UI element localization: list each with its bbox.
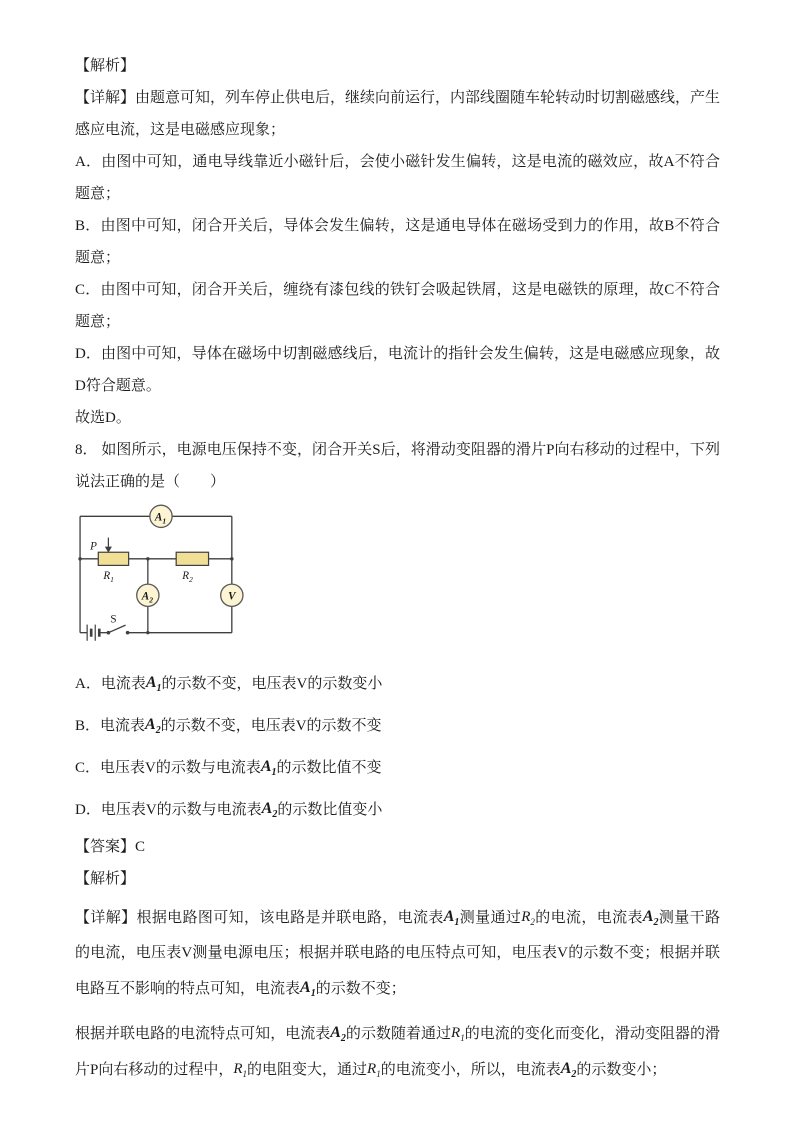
q7-option-b-analysis xyxy=(75,210,720,274)
text-run: B．由图中可知，闭合开关后，导体会发生偏转，这是通电导体在磁场受到力的作用，故B不符合题意； xyxy=(75,218,720,266)
text-run: 【详解】根据电路图可知，该电路是并联电路，电流表 xyxy=(75,910,444,926)
text-run: A．电流表 xyxy=(75,676,146,692)
formula-a2: $A_2$ xyxy=(330,1024,346,1045)
text-run: 的电流，电流表 xyxy=(534,910,643,926)
text-run: 8． 如图所示，电源电压保持不变，闭合开关S后，将滑动变阻器的滑片P向右移动的过程中，下列说法正确的是（ ） xyxy=(75,442,720,490)
resistor-r1-label: $R_1$ xyxy=(103,570,114,585)
switch-label: S xyxy=(110,613,117,626)
text-run: 的示数不变，电压表V的示数不变 xyxy=(160,718,382,734)
q8-option-d xyxy=(75,789,720,831)
q8-option-a xyxy=(75,663,720,705)
q8-option-c xyxy=(75,747,720,789)
resistor-r2 xyxy=(176,552,208,584)
formula-a2: $A_2$ xyxy=(145,716,161,737)
ammeter-a2-label: $A_2$ xyxy=(141,590,153,605)
voltmeter xyxy=(221,584,243,606)
formula-r1: $R_1$ xyxy=(367,1061,381,1079)
switch-icon xyxy=(107,614,130,635)
ammeter-a1-label: $A_1$ xyxy=(154,511,167,526)
text-run: C．由图中可知，闭合开关后，缠绕有漆包线的铁钉会吸起铁屑，这是电磁铁的原理，故C不符合题意； xyxy=(75,282,720,330)
formula-a1: $A_1$ xyxy=(300,979,316,1000)
resistor-r1-body xyxy=(98,552,128,565)
text-run: 的示数比值变小 xyxy=(277,802,383,818)
text-run: 【解析】 xyxy=(75,871,136,887)
battery-icon xyxy=(87,625,99,641)
text-run: 【答案】C xyxy=(75,839,146,855)
q7-detail-intro xyxy=(75,82,720,146)
q8-answer xyxy=(75,831,720,863)
slider-label: P xyxy=(90,540,97,553)
text-run: C．电压表V的示数与电流表 xyxy=(75,760,261,776)
q8-stem xyxy=(75,434,720,498)
rheostat-r1 xyxy=(89,538,128,585)
text-run: 【解析】 xyxy=(75,58,136,74)
formula-a2: $A_2$ xyxy=(560,1060,577,1081)
text-run: 的示数比值不变 xyxy=(276,760,382,776)
q7-analysis-header xyxy=(75,50,720,82)
formula-a1: $A_1$ xyxy=(443,908,460,929)
text-run: 的电流变小，所以，电流表 xyxy=(380,1062,561,1078)
formula-r2: $R_2$ xyxy=(521,909,535,927)
ammeter-a2 xyxy=(137,584,159,606)
formula-a2: $A_2$ xyxy=(642,908,659,929)
formula-a2: $A_2$ xyxy=(261,800,278,821)
text-run: 测量通过 xyxy=(459,910,522,926)
q8-detail-part1 xyxy=(75,900,720,1007)
q8-option-b xyxy=(75,705,720,747)
text-run: 的示数不变，电压表V的示数变小 xyxy=(161,676,383,692)
q8-circuit-figure xyxy=(75,501,720,653)
formula-a1: $A_1$ xyxy=(260,758,277,779)
document-body xyxy=(75,50,720,1088)
circuit-diagram xyxy=(75,501,247,648)
q7-option-c-analysis xyxy=(75,274,720,338)
text-run: 的示数随着通过 xyxy=(345,1026,452,1042)
q7-option-a-analysis xyxy=(75,146,720,210)
text-run: 的电阻变大，通过 xyxy=(247,1062,368,1078)
text-run: 根据并联电路的电流特点可知，电流表 xyxy=(75,1026,331,1042)
text-run: 的电流的变化而变化，滑动变阻器的滑片P向右移动的过程中， xyxy=(75,1026,720,1078)
resistor-r2-label: $R_2$ xyxy=(182,570,193,585)
q7-option-d-analysis xyxy=(75,338,720,402)
text-run: 的示数变小； xyxy=(576,1062,667,1078)
text-run: A．由图中可知，通电导线靠近小磁针后，会使小磁针发生偏转，这是电流的磁效应，故A不符合题意； xyxy=(75,154,720,202)
ammeter-a1 xyxy=(150,505,172,527)
q7-conclusion xyxy=(75,402,720,434)
text-run: 故选D。 xyxy=(75,410,131,426)
formula-a1: $A_1$ xyxy=(145,674,162,695)
text-run: 的示数不变； xyxy=(315,981,406,997)
voltmeter-label: V xyxy=(228,590,236,603)
text-run: D．由图中可知，导体在磁场中切割磁感线后，电流计的指针会发生偏转，这是电磁感应现象，故D符合题意。 xyxy=(75,346,720,394)
q8-detail-part2 xyxy=(75,1016,720,1088)
text-run: D．电压表V的示数与电流表 xyxy=(75,802,262,818)
resistor-r2-body xyxy=(176,552,208,565)
text-run: 测量干路的电流，电压表V测量电源电压；根据并联电路的电压特点可知，电压表V的示数不变；根据并联电路互不影响的特点可知，电流表 xyxy=(75,910,720,997)
text-run: 【详解】由题意可知，列车停止供电后，继续向前运行，内部线圈随车轮转动时切割磁感线，产生感应电流，这是电磁感应现象； xyxy=(75,90,721,138)
formula-r1: $R_1$ xyxy=(233,1061,248,1079)
formula-r1: $R_1$ xyxy=(451,1025,465,1043)
q8-analysis-header xyxy=(75,863,720,895)
text-run: B．电流表 xyxy=(75,718,146,734)
